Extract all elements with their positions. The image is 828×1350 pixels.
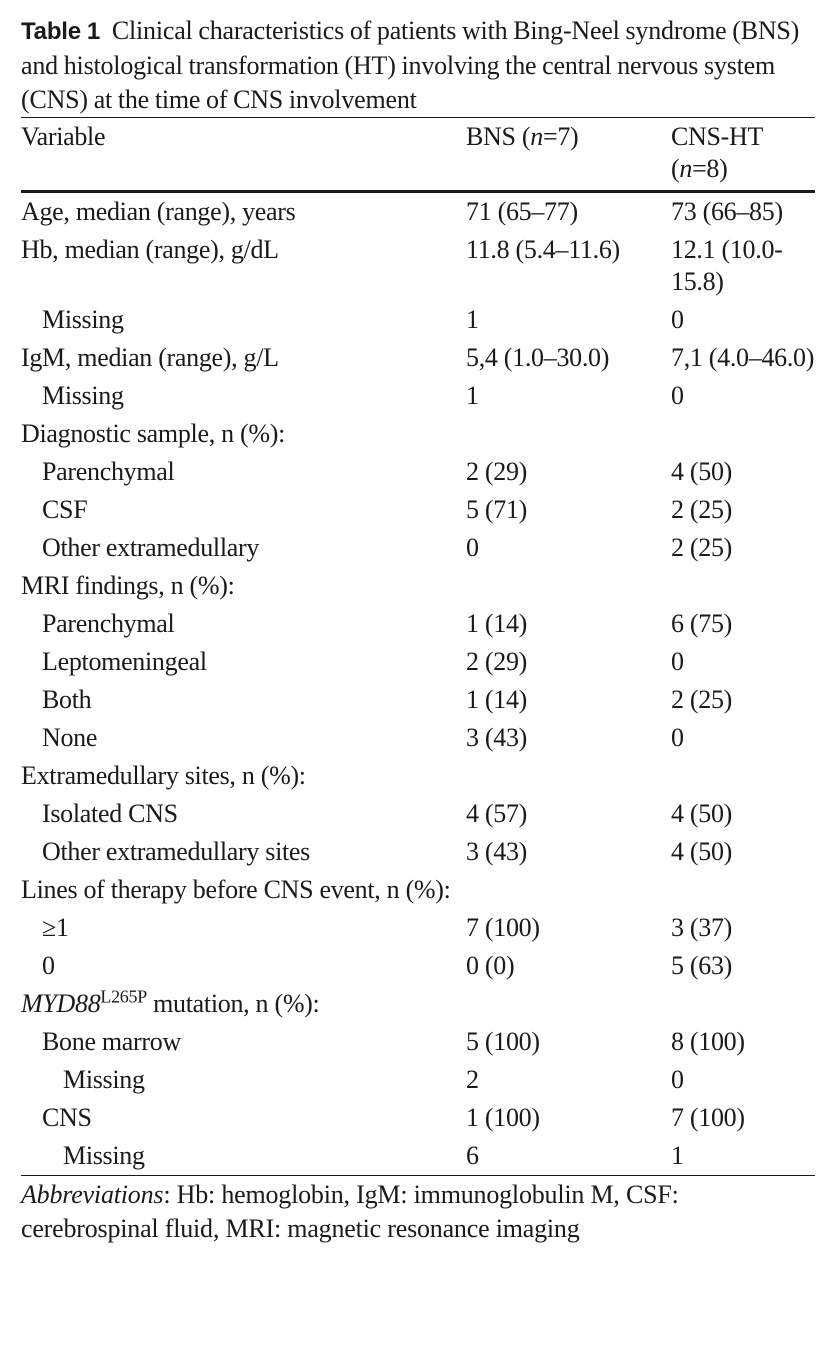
header-variable: Variable xyxy=(21,122,106,151)
table-row xyxy=(21,605,815,643)
row-label: Both xyxy=(42,685,92,714)
header-bns-suffix: =7) xyxy=(542,122,579,151)
row-label: Parenchymal xyxy=(42,457,175,486)
header-bns xyxy=(466,118,671,192)
cell-cns-ht: 12.1 (10.0-15.8) xyxy=(671,235,783,296)
cell-bns: 0 xyxy=(466,533,479,562)
cell-cns-ht: 6 (75) xyxy=(671,609,733,638)
cell-cns-ht: 2 (25) xyxy=(671,495,733,524)
row-label: Missing xyxy=(63,1141,145,1170)
cell-bns: 2 xyxy=(466,1065,479,1094)
table-row xyxy=(21,643,815,681)
cell-cns-ht: 2 (25) xyxy=(671,533,733,562)
row-label: Other extramedullary sites xyxy=(42,837,310,866)
table-row xyxy=(21,529,815,567)
characteristics-table xyxy=(21,118,815,1175)
header-bns-n: n xyxy=(530,122,543,151)
cell-cns-ht: 3 (37) xyxy=(671,913,733,942)
cell-bns: 2 (29) xyxy=(466,647,528,676)
cell-cns-ht: 73 (66–85) xyxy=(671,197,783,226)
row-label: Missing xyxy=(42,381,124,410)
table-row xyxy=(21,947,815,985)
row-label: Bone marrow xyxy=(42,1027,181,1056)
row-label xyxy=(21,985,466,1023)
table-row xyxy=(21,1137,815,1175)
cell-bns xyxy=(466,757,671,795)
cell-bns: 2 (29) xyxy=(466,457,528,486)
table-row xyxy=(21,453,815,491)
cell-cns-ht: 4 (50) xyxy=(671,837,733,866)
cell-bns xyxy=(466,567,671,605)
row-label: CNS xyxy=(42,1103,92,1132)
row-label: None xyxy=(42,723,98,752)
gene-superscript: L265P xyxy=(100,986,147,1007)
cell-cns-ht: 0 xyxy=(671,723,684,752)
cell-bns: 1 (14) xyxy=(466,609,528,638)
row-label: Isolated CNS xyxy=(42,799,178,828)
table-row xyxy=(21,415,815,453)
table-body xyxy=(21,192,815,1176)
gene-name: MYD88 xyxy=(21,989,101,1018)
cell-bns xyxy=(466,871,671,909)
header-ht-suffix: =8) xyxy=(692,154,728,183)
table-row xyxy=(21,985,815,1023)
row-label: Lines of therapy before CNS event, n (%): xyxy=(21,875,451,904)
table-row xyxy=(21,757,815,795)
cell-cns-ht: 0 xyxy=(671,381,684,410)
row-label: Missing xyxy=(42,305,124,334)
cell-cns-ht xyxy=(671,871,815,909)
row-label: CSF xyxy=(42,495,88,524)
row-label: IgM, median (range), g/L xyxy=(21,343,279,372)
row-label-suffix: mutation, n (%): xyxy=(146,989,320,1018)
cell-bns: 1 (100) xyxy=(466,1103,540,1132)
row-label: Leptomeningeal xyxy=(42,647,207,676)
row-label: ≥1 xyxy=(42,913,69,942)
row-label: MRI findings, n (%): xyxy=(21,571,235,600)
header-cns-ht xyxy=(671,118,815,192)
table-footnote xyxy=(21,1176,815,1246)
cell-bns: 5 (71) xyxy=(466,495,528,524)
cell-cns-ht: 5 (63) xyxy=(671,951,733,980)
table-label: Table 1 xyxy=(21,18,101,45)
row-label: Missing xyxy=(63,1065,145,1094)
row-label: 0 xyxy=(42,951,55,980)
cell-cns-ht: 7 (100) xyxy=(671,1103,745,1132)
table-row xyxy=(21,301,815,339)
cell-cns-ht: 4 (50) xyxy=(671,457,733,486)
cell-cns-ht: 7,1 (4.0–46.0) xyxy=(671,343,815,372)
table-row xyxy=(21,377,815,415)
cell-bns: 6 xyxy=(466,1141,479,1170)
table-row xyxy=(21,339,815,377)
cell-cns-ht xyxy=(671,415,815,453)
table-caption xyxy=(21,14,815,117)
cell-bns xyxy=(466,985,671,1023)
table-row xyxy=(21,795,815,833)
cell-bns: 5 (100) xyxy=(466,1027,540,1056)
cell-cns-ht xyxy=(671,985,815,1023)
row-label: Age, median (range), years xyxy=(21,197,296,226)
cell-bns: 71 (65–77) xyxy=(466,197,578,226)
table-header xyxy=(21,118,815,192)
table-row xyxy=(21,192,815,232)
table-row xyxy=(21,719,815,757)
table-row xyxy=(21,1099,815,1137)
table-row xyxy=(21,681,815,719)
header-ht-n: n xyxy=(679,154,693,183)
cell-cns-ht: 1 xyxy=(671,1141,684,1170)
cell-cns-ht: 0 xyxy=(671,305,684,334)
cell-bns: 5,4 (1.0–30.0) xyxy=(466,343,610,372)
table-row xyxy=(21,1023,815,1061)
caption-text: Clinical characteristics of patients with Bing-Neel syndrome (BNS) and histological transformation (HT) involving the central nervous system (CNS) at the time of CNS involvement xyxy=(21,16,800,114)
table-row xyxy=(21,833,815,871)
header-bns-prefix: BNS ( xyxy=(466,122,531,151)
cell-cns-ht xyxy=(671,567,815,605)
row-label: Diagnostic sample, n (%): xyxy=(21,419,285,448)
cell-bns: 3 (43) xyxy=(466,837,528,866)
header-ht-prefix: ( xyxy=(671,154,680,183)
footnote-lead: Abbreviations xyxy=(21,1180,164,1209)
cell-bns: 1 xyxy=(466,381,479,410)
cell-bns: 1 (14) xyxy=(466,685,528,714)
cell-bns xyxy=(466,415,671,453)
cell-cns-ht: 2 (25) xyxy=(671,685,733,714)
table-row xyxy=(21,491,815,529)
cell-cns-ht xyxy=(671,757,815,795)
table-row xyxy=(21,567,815,605)
header-row xyxy=(21,118,815,192)
table-row xyxy=(21,231,815,301)
cell-bns: 4 (57) xyxy=(466,799,528,828)
header-ht-line1: CNS-HT xyxy=(671,122,764,151)
row-label: Extramedullary sites, n (%): xyxy=(21,761,306,790)
cell-bns: 1 xyxy=(466,305,479,334)
footnote-text: : Hb: hemoglobin, IgM: immunoglobulin M, CSF: cerebrospinal fluid, MRI: magnetic resonance imaging xyxy=(21,1180,679,1243)
cell-cns-ht: 0 xyxy=(671,1065,684,1094)
cell-bns: 3 (43) xyxy=(466,723,528,752)
row-label: Hb, median (range), g/dL xyxy=(21,235,279,264)
table-row xyxy=(21,1061,815,1099)
table-figure xyxy=(21,14,815,1246)
table-row xyxy=(21,871,815,909)
cell-bns: 7 (100) xyxy=(466,913,540,942)
row-label: Other extramedullary xyxy=(42,533,260,562)
row-label: Parenchymal xyxy=(42,609,175,638)
cell-cns-ht: 0 xyxy=(671,647,684,676)
cell-cns-ht: 4 (50) xyxy=(671,799,733,828)
table-row xyxy=(21,909,815,947)
cell-bns: 11.8 (5.4–11.6) xyxy=(466,235,620,264)
cell-cns-ht: 8 (100) xyxy=(671,1027,745,1056)
cell-bns: 0 (0) xyxy=(466,951,515,980)
